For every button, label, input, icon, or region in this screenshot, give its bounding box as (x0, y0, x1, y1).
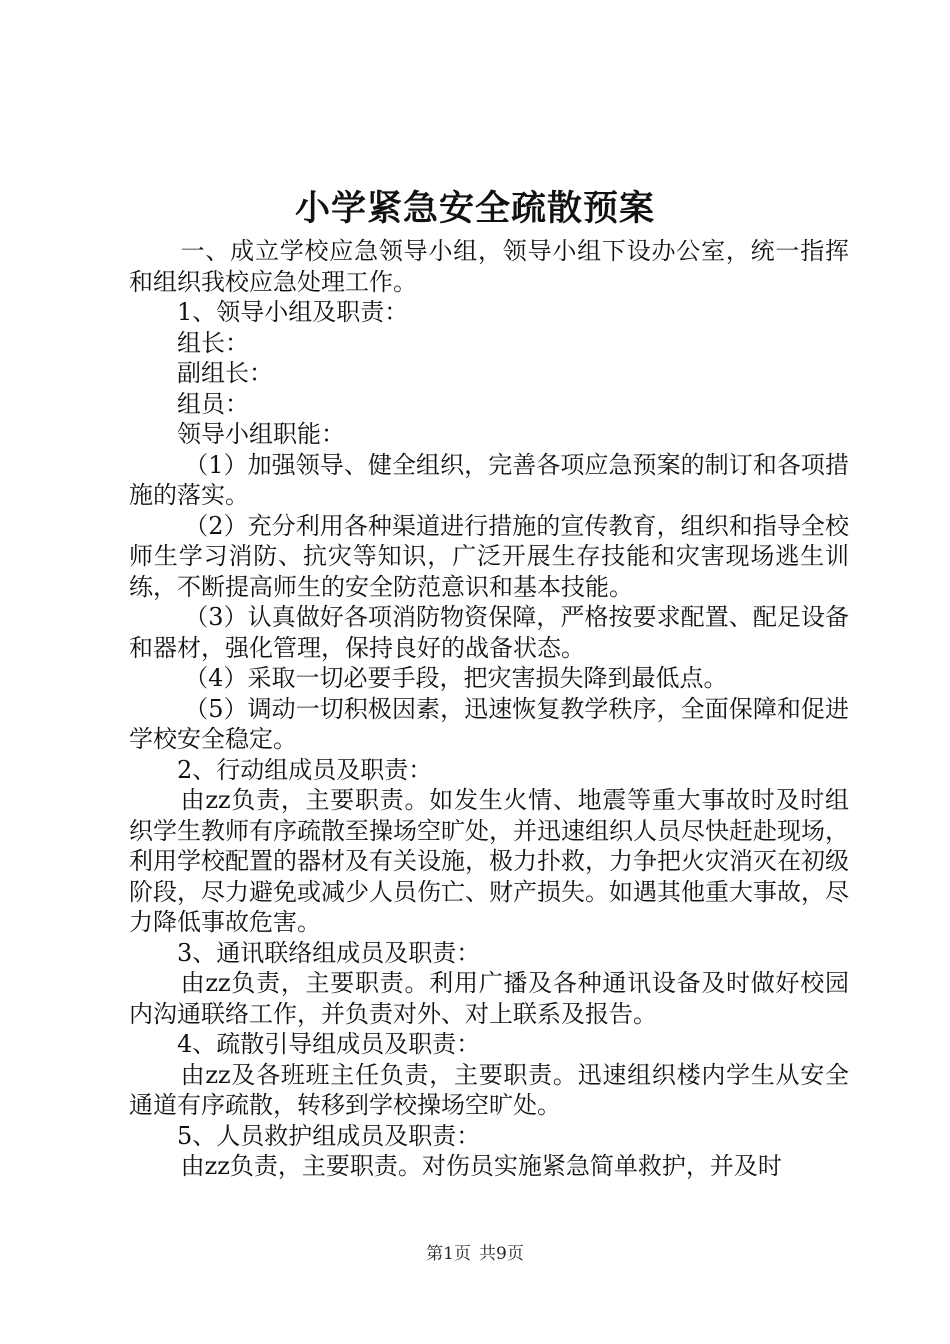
function-item-1: （1）加强领导、健全组织，完善各项应急预案的制订和各项措施的落实。 (129, 450, 849, 509)
heading-action-group: 2、行动组成员及职责： (177, 755, 433, 784)
label-group-members: 组员： (177, 389, 249, 418)
function-item-4: （4）采取一切必要手段，把灾害损失降到最低点。 (184, 664, 728, 692)
label-deputy-leader: 副组长： (177, 359, 273, 387)
document-body (129, 236, 849, 1182)
paragraph-intro: 一、成立学校应急领导小组，领导小组下设办公室，统一指挥和组织我校应急处理工作。 (129, 237, 849, 296)
heading-rescue-group: 5、人员救护组成员及职责： (177, 1121, 481, 1150)
label-group-leader: 组长： (177, 328, 249, 357)
heading-leadership-group: 1、领导小组及职责： (177, 298, 409, 326)
page-total: 共9页 (479, 1244, 524, 1264)
function-item-3: （3）认真做好各项消防物资保障，严格按要求配置、配足设备和器材，强化管理，保持良好的战备状态。 (129, 603, 849, 662)
paragraph-rescue-group: 由zz负责，主要职责。对伤员实施紧急简单救护，并及时 (180, 1152, 782, 1180)
paragraph-action-group: 由zz负责，主要职责。如发生火情、地震等重大事故时及时组织学生教师有序疏散至操场空旷处，并迅速组织人员尽快赶赴现场，利用学校配置的器材及有关设施，极力扑救，力争把火灾消灭在初级阶段，尽力避免或减少人员伤亡、财产损失。如遇其他重大事故，尽力降低事故危害。 (129, 786, 849, 936)
paragraph-evacuation-group: 由zz及各班班主任负责，主要职责。迅速组织楼内学生从安全通道有序疏散，转移到学校操场空旷处。 (129, 1060, 849, 1119)
function-item-5: （5）调动一切积极因素，迅速恢复教学秩序，全面保障和促进学校安全稳定。 (129, 694, 849, 753)
paragraph-communication-group: 由zz负责，主要职责。利用广播及各种通讯设备及时做好校园内沟通联络工作，并负责对外、对上联系及报告。 (129, 969, 849, 1028)
heading-group-functions: 领导小组职能： (177, 420, 345, 448)
function-item-2: （2）充分利用各种渠道进行措施的宣传教育，组织和指导全校师生学习消防、抗灾等知识，广泛开展生存技能和灾害现场逃生训练，不断提高师生的安全防范意识和基本技能。 (129, 511, 849, 601)
document-title: 小学紧急安全疏散预案 (294, 188, 655, 229)
heading-communication-group: 3、通讯联络组成员及职责： (177, 938, 481, 967)
page-footer (0, 1243, 950, 1265)
heading-evacuation-group: 4、疏散引导组成员及职责： (177, 1030, 481, 1058)
page-number: 第1页 (426, 1244, 471, 1264)
